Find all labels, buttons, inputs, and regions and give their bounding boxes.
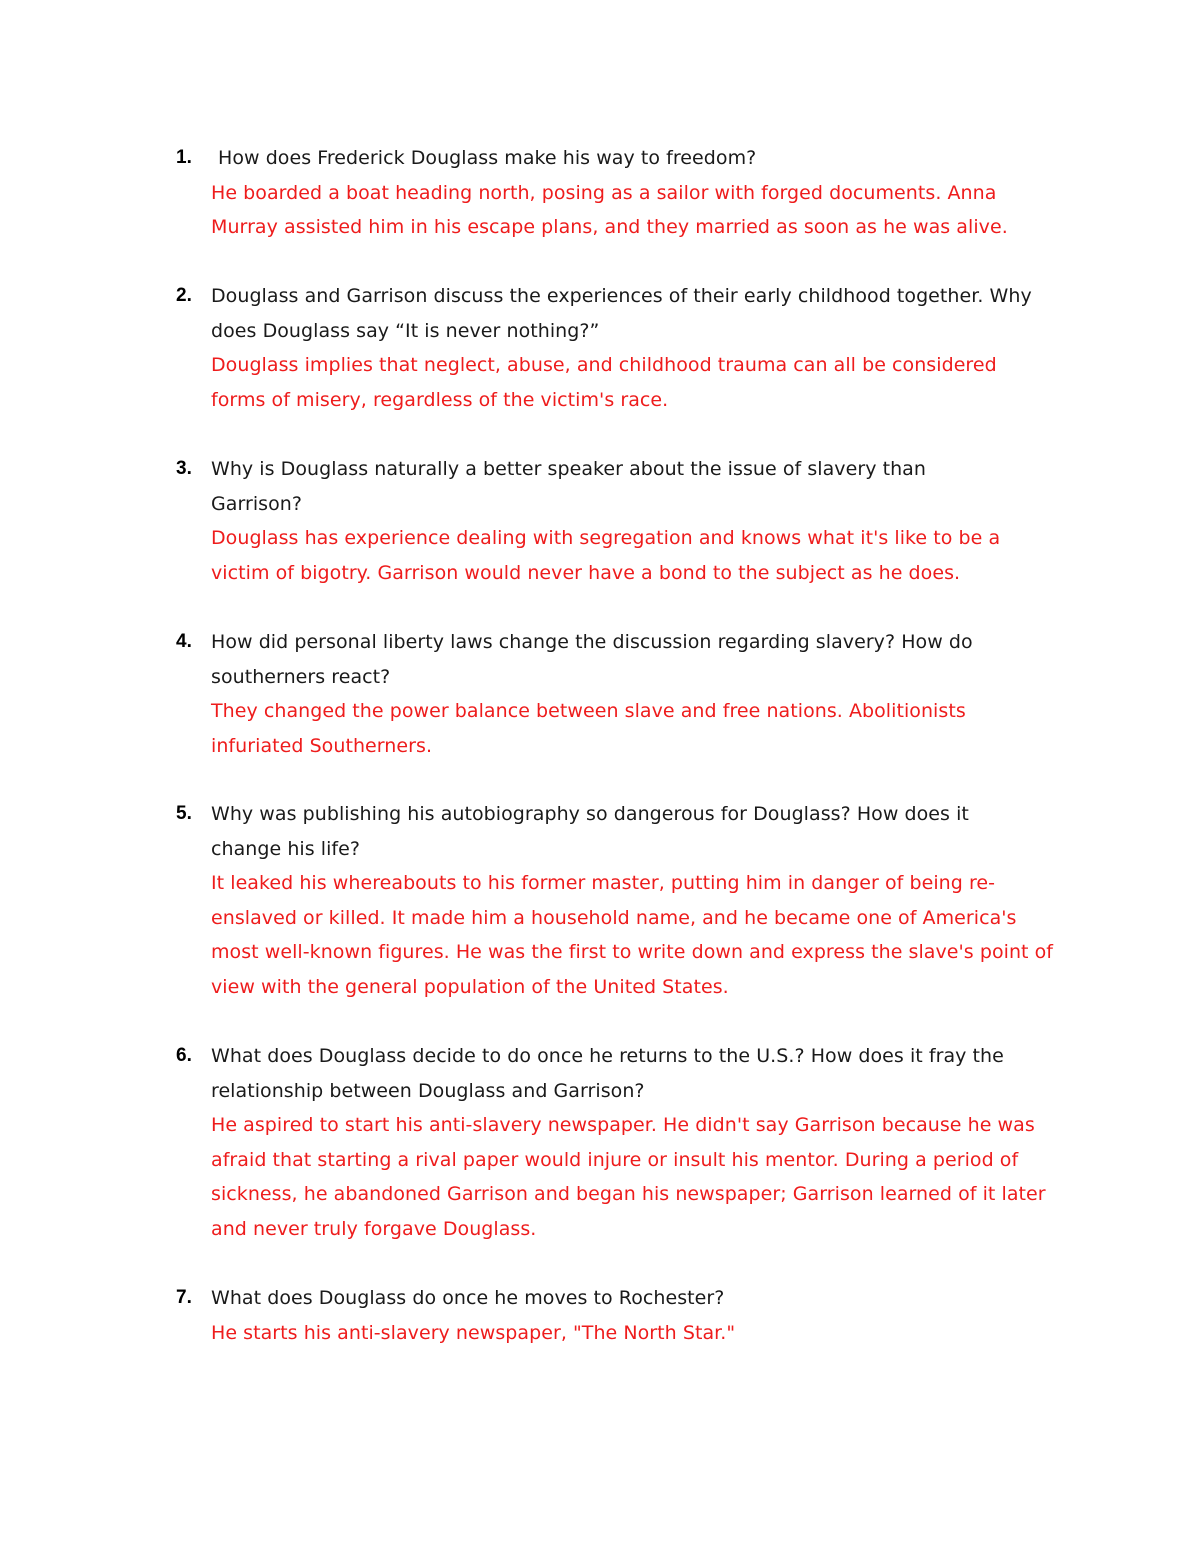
item-body xyxy=(211,452,1076,590)
answer-text: They changed the power balance between slave and free nations. Abolitionists infuriated Southerners. xyxy=(211,700,966,757)
answer-text: He starts his anti-slavery newspaper, "The North Star." xyxy=(211,1321,736,1344)
question-text: How does Frederick Douglass make his way to freedom? xyxy=(218,147,757,169)
answer-text: He boarded a boat heading north, posing as a sailor with forged documents. Anna Murray assisted him in his escape plans, and they married as soon as he was alive. xyxy=(211,181,1008,238)
item-body xyxy=(211,1039,1076,1246)
question-text: Why is Douglass naturally a better speaker about the issue of slavery than Garrison? xyxy=(211,458,926,515)
question-text: What does Douglass do once he moves to Rochester? xyxy=(211,1287,725,1309)
item-number: 2. xyxy=(176,285,192,306)
question-text: What does Douglass decide to do once he returns to the U.S.? How does it fray the relationship between Douglass and Garrison? xyxy=(211,1045,1004,1102)
item-body xyxy=(211,625,1076,763)
item-number: 4. xyxy=(176,631,192,652)
item-number: 3. xyxy=(176,458,192,479)
answer-text: It leaked his whereabouts to his former master, putting him in danger of being re-enslaved or killed. It made him a household name, and he became one of America's most well-known figures. He was the first to write down and express the slave's point of view with the general population of the United States. xyxy=(211,872,1054,998)
answer-text: Douglass has experience dealing with segregation and knows what it's like to be a victim of bigotry. Garrison would never have a bond to the subject as he does. xyxy=(211,527,1001,584)
question-text: Why was publishing his autobiography so dangerous for Douglass? How does it change his life? xyxy=(211,803,969,860)
item-body xyxy=(211,1281,1076,1350)
item-number: 5. xyxy=(176,803,192,824)
question-text: Douglass and Garrison discuss the experiences of their early childhood together. Why does Douglass say “It is never nothing?” xyxy=(211,285,1032,342)
item-body xyxy=(211,279,1076,417)
answer-text: Douglass implies that neglect, abuse, and childhood trauma can all be considered forms of misery, regardless of the victim's race. xyxy=(211,354,997,411)
question-text: How did personal liberty laws change the discussion regarding slavery? How do southerners react? xyxy=(211,631,973,688)
item-number: 7. xyxy=(176,1287,192,1308)
answer-text: He aspired to start his anti-slavery newspaper. He didn't say Garrison because he was afraid that starting a rival paper would injure or insult his mentor. During a period of sickness, he abandoned Garrison and began his newspaper; Garrison learned of it later and never truly forgave Douglass. xyxy=(211,1114,1046,1240)
item-body xyxy=(211,797,1076,1004)
item-number: 6. xyxy=(176,1045,192,1066)
item-number: 1. xyxy=(176,147,192,168)
item-body xyxy=(211,141,1076,245)
